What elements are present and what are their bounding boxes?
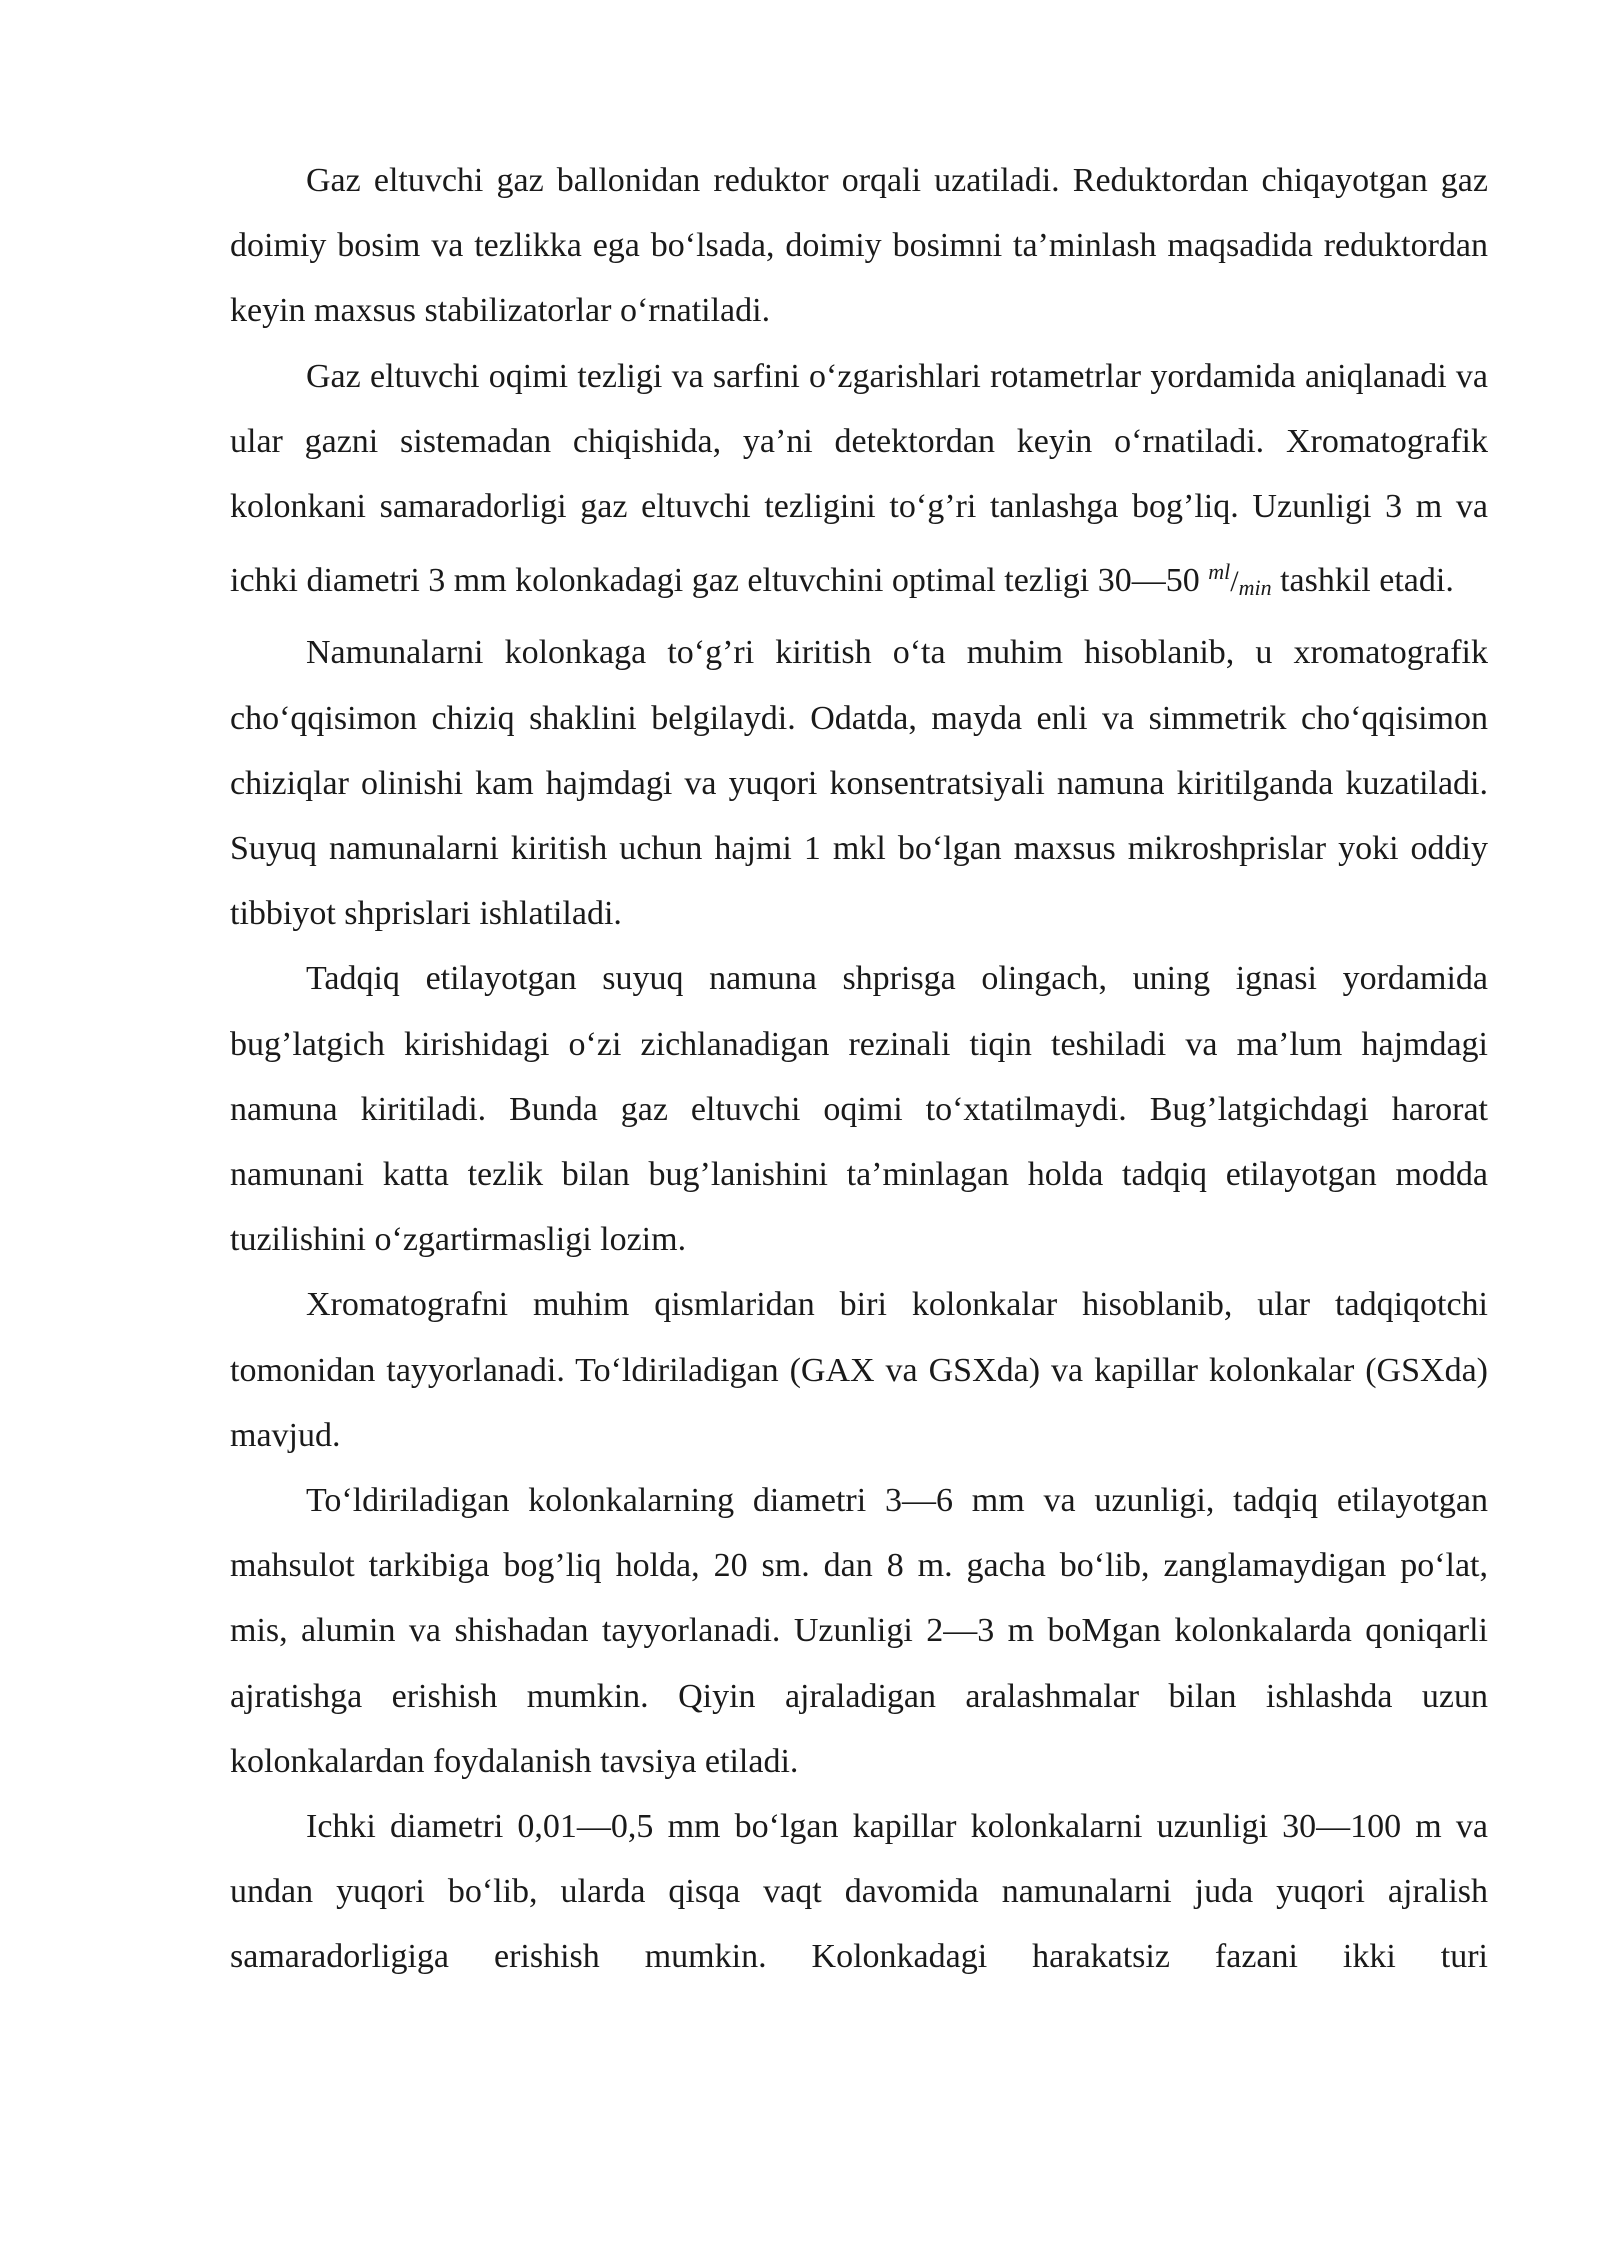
paragraph-capillary-columns: Ichki diametri 0,01—0,5 mm bo‘lgan kapillar kolonkalarni uzunligi 30—100 m va undan yuqori bo‘lib, ularda qisqa vaqt davomida namunalarni juda yuqori ajralish samaradorligiga erishish mumkin. Kolonkadagi harakatsiz fazani ikki turi (230, 1808, 1488, 1976)
paragraph-columns-overview: Xromatografni muhim qismlaridan biri kolonkalar hisoblanib, ular tadqiqotchi tomonidan tayyorlanadi. To‘ldiriladigan (GAX va GSXda) va kapillar kolonkalar (GSXda) mavjud. (230, 1286, 1488, 1454)
paragraph-text: tashkil etadi. (1271, 562, 1454, 600)
flow-unit-numerator: ml (1208, 559, 1231, 585)
flow-unit (1208, 559, 1272, 601)
flow-unit-denominator: min (1238, 575, 1272, 601)
paragraph-syringe-procedure: Tadqiq etilayotgan suyuq namuna shprisga olingach, uning ignasi yordamida bug’latgich kirishidagi o‘zi zichlanadigan rezinali tiqin teshiladi va ma’lum hajmdagi namuna kiritiladi. Bunda gaz eltuvchi oqimi to‘xtatilmaydi. Bug’latgichdagi harorat namunani katta tezlik bilan bug’lanishini ta’minlagan holda tadqiq etilayotgan modda tuzilishini o‘zgartirmasligi lozim. (230, 960, 1488, 1259)
paragraph-gas-carrier-supply: Gaz eltuvchi gaz ballonidan reduktor orqali uzatiladi. Reduktordan chiqayotgan gaz doimiy bosim va tezlikka ega bo‘lsada, doimiy bosimni ta’minlash maqsadida reduktordan keyin maxsus stabilizatorlar o‘rnatiladi. (230, 162, 1488, 330)
paragraph-packed-columns: To‘ldiriladigan kolonkalarning diametri 3—6 mm va uzunligi, tadqiq etilayotgan mahsulot tarkibiga bog’liq holda, 20 sm. dan 8 m. gacha bo‘lib, zanglamaydigan po‘lat, mis, alumin va shishadan tayyorlanadi. Uzunligi 2—3 m boMgan kolonkalarda qoniqarli ajratishga erishish mumkin. Qiyin ajraladigan aralashmalar bilan ishlashda uzun kolonkalardan foydalanish tavsiya etiladi. (230, 1482, 1488, 1780)
body-text (230, 148, 1488, 1990)
paragraph-sample-injection: Namunalarni kolonkaga to‘g’ri kiritish o‘ta muhim hisoblanib, u xromatografik cho‘qqisimon chiziq shaklini belgilaydi. Odatda, mayda enli va simmetrik cho‘qqisimon chiziqlar olinishi kam hajmdagi va yuqori konsentratsiyali namuna kiritilganda kuzatiladi. Suyuq namunalarni kiritish uchun hajmi 1 mkl bo‘lgan maxsus mikroshprislar yoki oddiy tibbiyot shprislari ishlatiladi. (230, 634, 1488, 933)
flow-unit-slash: / (1230, 565, 1239, 599)
paragraph-gas-flow-rate (230, 344, 1488, 621)
paragraph-text: Gaz eltuvchi oqimi tezligi va sarfini o‘zgarishlari rotametrlar yordamida aniqlanadi va ular gazni sistemadan chiqishida, ya’ni detektordan keyin o‘rnatiladi. Xromatografik kolonkani samaradorligi gaz eltuvchi tezligini to‘g’ri tanlashga bog’liq. Uzunligi 3 m va ichki diametri 3 mm kolonkadagi gaz eltuvchini optimal tezligi 30—50 (230, 357, 1488, 600)
